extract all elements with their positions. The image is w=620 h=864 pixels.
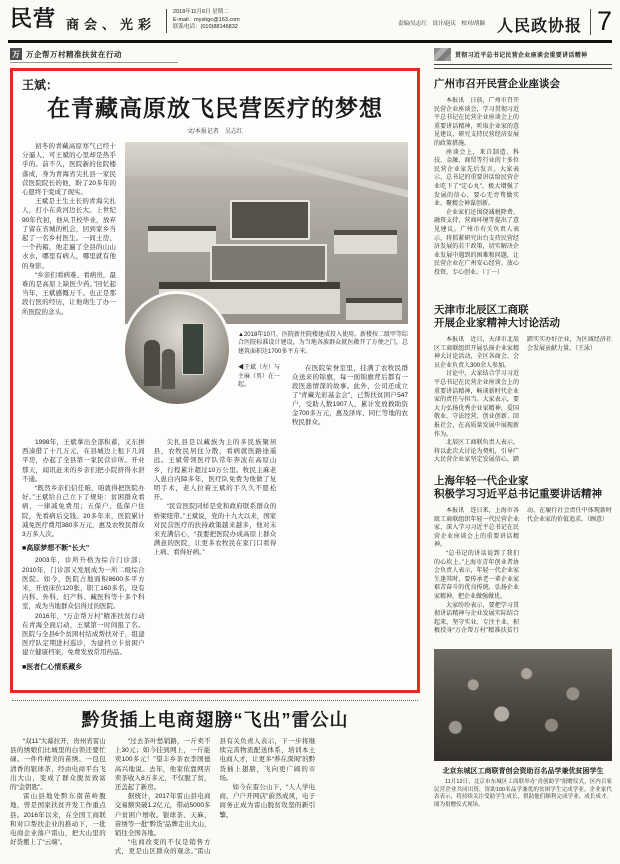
photo-building-shape [346, 298, 403, 320]
feature-paragraph: 在医院荣誉室里，挂满了农牧民群众送来的锦旗，每一面锦旗背后都有一段医患情深的故事。此外，公司还成立了“青藏光彩基金会”，已帮扶贫困户547户，受助人数1907人，累计发放救助资金700多万元，惠及泽库、同仁等地的农牧民群众。 [292, 365, 408, 427]
phone-line: 联系电话：(010)88146832 [173, 24, 238, 30]
bottom-paragraph: “电商改变的不仅是销售方式，更是山区群众的观念。”雷山县有关负责人表示，下一步将继续完善物流配送体系，培训本土电商人才，让更多“养在深闺”的黔货插上翅膀，飞向更广阔的市场。 [114, 738, 316, 856]
main-column [10, 48, 420, 863]
feature-title: 在青藏高原放飞民营医疗的梦想 [47, 95, 383, 121]
sidebar-article-tianjin [434, 304, 612, 466]
date-line: 2018年11月6日 星期二 [173, 9, 229, 15]
bottom-paragraph: “双11”大幕拉开，贵州省雷山县的绣娘们比城里的白领还要忙碌。一件件精美的苗绣、一包包清香的银球茶，经由电商平台飞出大山，变成了群众脱贫致富的“金钥匙”。 [10, 738, 106, 792]
campaign-tag [10, 48, 178, 63]
section-title: 民营 [10, 6, 57, 31]
article-paragraph: 讨论中，大家结合学习习近平总书记在民营企业座谈会上的重要讲话精神，畅谈新时代企业家的责任与担当。大家表示，要大力弘扬优秀企业家精神，爱国敬业、守法经营、创业创新、回报社会，在高质量发展中展现新作为。 [434, 371, 519, 438]
kicker-photo-icon [434, 48, 451, 61]
email-line: E-mail：myshgc@163.com [173, 16, 240, 23]
photo-courtyard-shape [210, 244, 327, 282]
feature-paragraph: 尖扎县是以藏族为主的多民族聚居县，农牧民居住分散，看病就医路途遥远。王斌带领医疗队常年奔波在高原山乡，行程累计超过10万公里。牧民主麻老人患白内障多年，医疗队免费为他做了复明手术，老人拉着王斌的手久久不愿松开。 [153, 439, 277, 502]
feature-captions [229, 324, 408, 427]
sidebar-kicker [434, 48, 612, 64]
photo-banner-shape [182, 323, 204, 375]
campaign-icon: 万 [12, 49, 20, 59]
oval-portrait-photo [125, 294, 229, 404]
article-paragraph: 北辰区工商联负责人表示，将以此次大讨论为契机，引导广大民营企业家坚定发展信心，踏踏实实办好企业，为区域经济社会发展贡献力量。（王泳） [434, 337, 612, 464]
pageno-divider [590, 9, 591, 35]
article-title-line: 天津市北辰区工商联 [434, 304, 529, 316]
feature-article [10, 68, 420, 693]
feature-byline: 文/本报记者 吴志红 [187, 129, 243, 135]
article-title-line: 积极学习习近平总书记重要讲话精神 [434, 488, 602, 500]
article-text-columns [434, 97, 612, 295]
feature-paragraph: 初冬的青藏高原寒气已经十分逼人，可王斌的心里却是热乎乎的。前不久，医院新的住院楼落成，身为青海省尖扎县一家民营医院院长的他，盼了20多年的心愿终于变成了现实。 [22, 143, 116, 197]
bottom-paragraph: 如今在雷公山下，“人人学电商、户户开网店”蔚然成风，电子商务正成为雷山脱贫攻坚的新引擎。 [219, 784, 316, 819]
photo-building-shape [334, 230, 396, 254]
sidebar-column [434, 48, 612, 863]
feature-paragraph: “既然乡亲们信任咱，咱就得把医院办好。”王斌给自己立下了规矩：贫困群众看病，一律减免费用；五保户、低保户住院，先看病后交钱。20多年来，医院累计减免医疗费用380多万元，惠及农牧民群众3万多人次。 [22, 485, 145, 539]
masthead-divider [166, 9, 167, 33]
masthead [0, 0, 620, 37]
feature-caption-row [125, 324, 408, 427]
photo-person-shape [144, 340, 160, 386]
ceremony-crowd-photo [434, 649, 612, 761]
sidebar-article-guangzhou [434, 78, 612, 295]
caption-split [238, 364, 408, 427]
campaign-label: 万企帮万村精准扶贫在行动 [26, 49, 122, 59]
bottom-article [10, 706, 420, 863]
article-paragraph: “总书记的讲话说到了我们的心坎上。”上海市青年创业者协会负责人表示，年轻一代企业家生逢其时，要传承老一辈企业家艰苦奋斗的优良传统，弘扬企业家精神，把企业做强做优。 [434, 550, 519, 600]
feature-snippet [292, 364, 408, 427]
feature-paragraph: 2003年，诊所升格为综合门诊部；2010年，门诊部又发展成为一所二级综合医院。如今，医院占地面积8600多平方米，开放床位120张，职工160多名，设有内科、外科、妇产科、藏医科等十多个科室，成为当地群众信得过的医院。 [22, 557, 145, 611]
feature-paragraph: 王斌是土生土长的青海尖扎人，打小在黄河边长大。上世纪90年代初，他从卫校毕业，放弃了留在省城的机会，回到家乡当起了一名乡村医生。一间土房、一个药箱，他走遍了全县的山山水水，哪里有病人，哪里就有他的身影。 [22, 198, 116, 270]
feature-intro-column [22, 142, 116, 432]
paper-name: 人民政协报 [496, 18, 582, 35]
section-subtitle: 商会、光彩 [66, 17, 157, 32]
feature-subhead: ■高原梦想不断“长大” [22, 545, 90, 553]
article-title: 广州市召开民营企业座谈会 [434, 78, 560, 90]
bottom-paragraph: 据统计，2017年雷山县电商交易额突破1.2亿元，带动5000多户贫困户增收。银球茶、天麻、苗绣等一批“黔货”品牌走出大山，销往全国各地。 [114, 793, 211, 838]
photo-person-shape [162, 349, 175, 389]
feature-body-columns [22, 438, 408, 682]
feature-kicker: 王斌： [22, 78, 59, 92]
photo-caption-text: 11月12日，北京市东城区工商联举办“青创助学”捐赠仪式，区内百家民营企业共同出资，资助100名品学兼优的贫困学生完成学业。企业家代表表示，将持续关注受助学生成长，帮助他们顺利完成学业、成长成才。图为捐赠仪式现场。 [434, 779, 612, 808]
masthead-info [173, 9, 240, 32]
photo-caption-headline: 北京东城区工商联青创会资助百名品学兼优贫困学生 [442, 768, 604, 775]
oval-photo-caption: ◀王斌（左）与主麻（男）在一起。 [238, 365, 281, 389]
photo-building-shape [148, 226, 216, 252]
article-paragraph: 企业家们还围绕减税降费、融资支持、营商环境等提出了意见建议。广州市有关负责人表示，将抓紧研究出台支持民营经济发展的若干政策，切实解决企业发展中遇到的困难和问题，让民营企业在广州安心经营、放心投资、专心创业。（丁一） [434, 209, 519, 276]
dotted-divider [12, 700, 418, 701]
article-paragraph: 座谈会上，来自制造、科技、金融、商贸等行业的十多位民营企业家先后发言。大家表示，总书记的重要讲话给民营企业吃下了“定心丸”，极大增强了发展的信心，要心无旁骛做实业、聚精会神谋创新。 [434, 149, 519, 208]
photo-building-shape [230, 200, 310, 240]
feature-paragraph: “乡亲们看病难、看病贵，最难的是高原上缺医少药。”回忆起当年，王斌感慨万千。也正是那段行医的经历，让他萌生了办一所医院的念头。 [22, 271, 116, 316]
double-rule [434, 64, 612, 69]
article-text-columns [434, 507, 612, 639]
article-title [434, 304, 612, 330]
bottom-article-title: 黔货插上电商翅膀“飞出”雷公山 [81, 710, 349, 730]
article-paragraph: 大家纷纷表示，要把学习贯彻讲话精神与企业发展实际结合起来，坚守实业、专注主业，积极投身“万企帮万村”精准扶贫行动，在履行社会责任中体现新时代企业家的价值追求。（顾意） [434, 508, 612, 635]
content [0, 43, 620, 863]
kicker-label: 贯彻习近平总书记民营企业座谈会重要讲话精神 [455, 53, 588, 59]
feature-photo-block [125, 142, 408, 432]
article-paragraph: 本报讯 日前，广州市召开民营企业座谈会，学习贯彻习近平总书记在民营企业座谈会上的重要讲话精神，听取企业家的意见建议，研究支持民营经济发展的政策措施。 [434, 98, 519, 147]
feature-paragraph: “民营医院同样是党和政府联系群众的桥梁纽带。”王斌说，党的十九大以来，国家对民营医疗的扶持政策越来越多，他对未来充满信心，“我要把医院办成高原上群众满意的医院，让更多农牧民在家门口看得上病、看得好病。” [153, 503, 277, 557]
bottom-paragraph: “过去茶叶愁销路，一斤卖不上30元；如今挂到网上，一斤能卖100多元！”望丰乡茶农李国德高兴地说。去年，他家依靠网店卖茶收入8万多元，不仅脱了贫，还盖起了新房。 [114, 738, 211, 792]
sidebar-article-shanghai [434, 475, 612, 639]
feature-subhead: ■医者仁心情系藏乡 [22, 663, 83, 671]
staff-line: 责编/吴志红 设计/赵庆 校对/胡颖 [397, 21, 485, 27]
bottom-article-columns [10, 737, 420, 863]
page-number: 7 [596, 6, 612, 36]
article-paragraph: 本报讯 近日，天津市北辰区工商联组织开展弘扬企业家精神大讨论活动，全区各商会、会员企业负责人300余人参加。 [434, 337, 519, 369]
feature-top-row [22, 142, 408, 432]
article-text-columns [434, 336, 612, 466]
feature-paragraph: 2016年，“万企帮万村”精准扶贫行动在青海全面启动，王斌第一时间报了名。医院与全县6个贫困村结成帮扶对子，组建医疗队定期进村巡诊，为建档立卡贫困户建立健康档案，免费发放常用药品。 [22, 612, 145, 657]
feature-paragraph: 1998年，王斌拿出全部积蓄，又东拼西凑借了十几万元，在县城边上租下几间平房，办起了全县第一家民营诊所。开业那天，闻讯赶来的乡亲们把小院挤得水泄不通。 [22, 439, 145, 483]
bottom-paragraph: 雷山县地处黔东南苗岭腹地，曾是国家扶贫开发工作重点县。2016年以来，在全国工商联和对口帮扶企业的推动下，一批电商企业落户雷山，把大山里的好货搬上了“云端”。 [10, 793, 106, 847]
aerial-photo-caption: ▲2018年10月，医院新住院楼建成投入使用。新楼按二级甲等综合医院标准设计建设，为当地各族群众就医敞开了方便之门，总建筑面积达1700多平方米。 [238, 332, 408, 355]
article-title [434, 475, 612, 501]
article-paragraph: 本报讯 连日来，上海市各级工商联组织年轻一代民营企业家，深入学习习近平总书记在民营企业座谈会上的重要讲话精神。 [434, 508, 519, 549]
article-title-line: 上海年轻一代企业家 [434, 475, 529, 487]
article-title-line: 开展企业家精神大讨论活动 [434, 317, 560, 329]
